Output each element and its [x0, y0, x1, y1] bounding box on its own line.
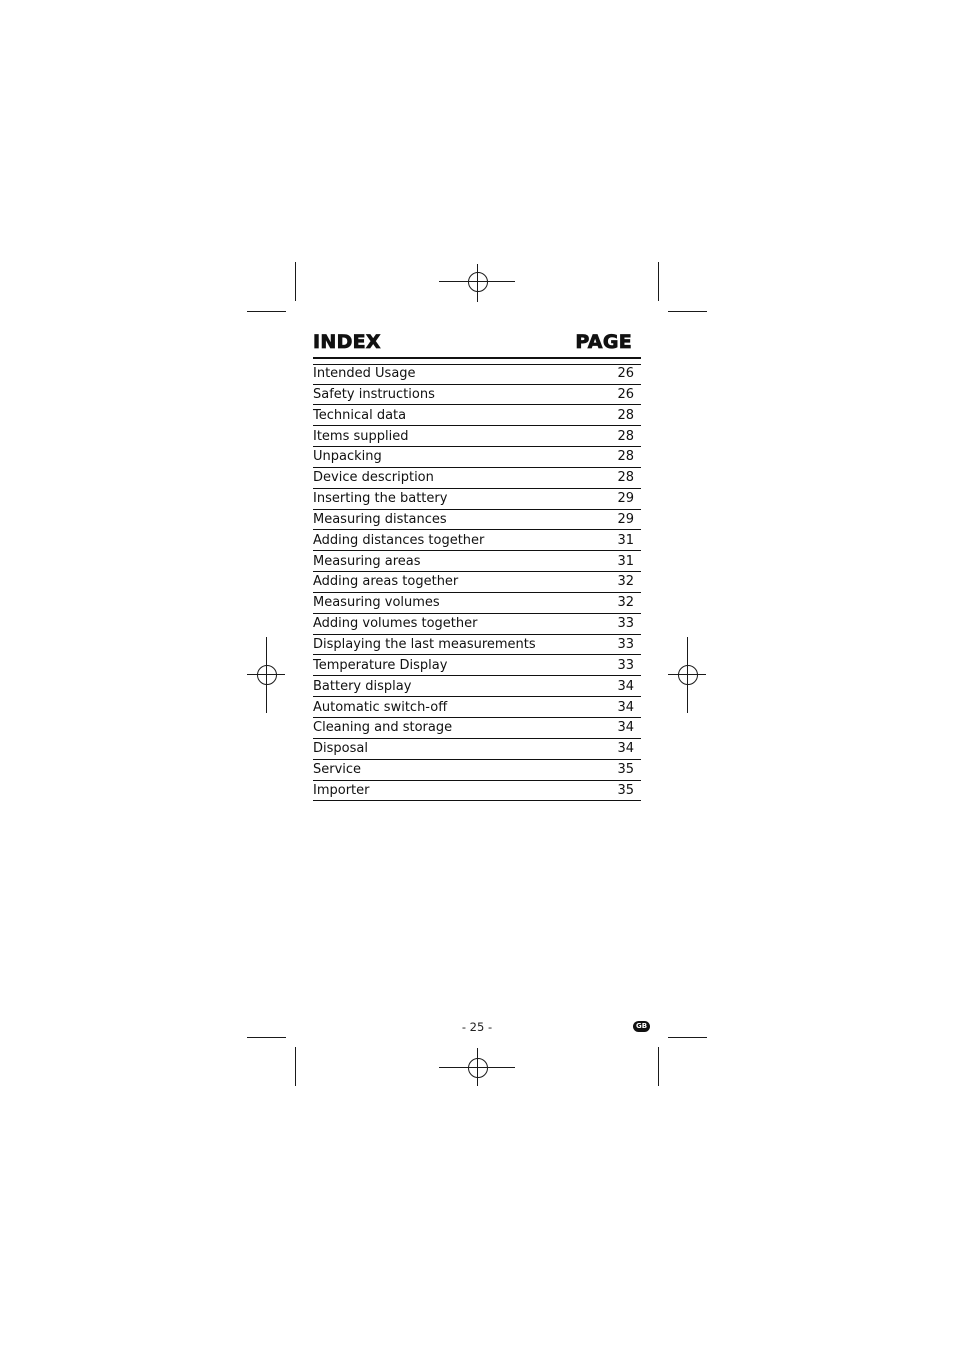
- toc-entry: [313, 699, 641, 719]
- toc-entry-page: 32: [617, 595, 634, 611]
- toc-entry-title: Service: [313, 762, 362, 778]
- toc-entry-page: 33: [617, 657, 634, 673]
- toc-entry-title: Disposal: [313, 741, 368, 757]
- crop-mark-bottom-right-vertical: [658, 1047, 659, 1086]
- toc-entry: [313, 657, 641, 677]
- toc-entry-page: 29: [617, 511, 634, 527]
- toc-entry-page: 34: [617, 699, 634, 715]
- toc-entry-page: 35: [617, 762, 634, 778]
- toc-entry-page: 33: [617, 636, 634, 652]
- crop-mark-top-left-vertical: [295, 262, 296, 301]
- toc-entry-page: 34: [617, 678, 634, 694]
- toc-entry: [313, 636, 641, 656]
- page-number: - 25 -: [461, 1020, 493, 1034]
- toc-entry-title: Adding distances together: [313, 532, 485, 548]
- toc-entry-title: Adding volumes together: [313, 616, 478, 632]
- toc-entry: [313, 553, 641, 573]
- toc-entry-title: Intended Usage: [313, 366, 416, 381]
- toc-entry-title: Adding areas together: [313, 574, 459, 590]
- toc-entry: [313, 448, 641, 468]
- toc-entry-title: Measuring distances: [313, 511, 447, 527]
- language-badge: GB: [633, 1021, 650, 1032]
- toc-entry: [313, 615, 641, 635]
- toc-entry-page: 31: [617, 553, 634, 569]
- toc-entry-title: Automatic switch-off: [313, 699, 448, 715]
- crop-mark-top-right-vertical: [658, 262, 659, 301]
- toc-entry-page: 28: [617, 449, 634, 465]
- crop-mark-bottom-left-vertical: [295, 1047, 296, 1086]
- toc-entry-page: 29: [617, 491, 634, 507]
- toc-entry-title: Cleaning and storage: [313, 720, 453, 736]
- toc-entry: [313, 782, 641, 802]
- crop-mark-bottom-left-horizontal: [247, 1037, 286, 1038]
- toc-entry-page: 32: [617, 574, 634, 590]
- toc-entry: [313, 678, 641, 698]
- toc-entry: [313, 511, 641, 531]
- page-heading: PAGE: [575, 331, 632, 353]
- toc-entry: [313, 490, 641, 510]
- toc-entry-page: 28: [617, 407, 634, 423]
- crop-mark-top-right-horizontal: [668, 311, 707, 312]
- toc-entry-title: Unpacking: [313, 449, 382, 465]
- crop-mark-bottom-right-horizontal: [668, 1037, 707, 1038]
- toc-entry-page: 35: [617, 782, 634, 798]
- toc-entry: [313, 761, 641, 781]
- toc-entry-title: Battery display: [313, 678, 412, 694]
- toc-list: [313, 364, 641, 803]
- index-heading: INDEX: [313, 331, 381, 353]
- toc-entry: [313, 594, 641, 614]
- toc-entry-title: Measuring areas: [313, 553, 421, 569]
- toc-entry-title: Importer: [313, 782, 370, 798]
- toc-entry-title: Device description: [313, 470, 434, 486]
- toc-entry-title: Temperature Display: [313, 657, 448, 673]
- toc-entry: [313, 719, 641, 739]
- toc-entry: [313, 573, 641, 593]
- toc-entry-page: 26: [617, 366, 634, 381]
- toc-entry-title: Displaying the last measurements: [313, 636, 536, 652]
- toc-entry: [313, 428, 641, 448]
- toc-entry-page: 31: [617, 532, 634, 548]
- toc-entry-page: 26: [617, 386, 634, 402]
- toc-entry-title: Items supplied: [313, 428, 409, 444]
- toc-entry-page: 33: [617, 616, 634, 632]
- toc-entry-title: Technical data: [313, 407, 407, 423]
- toc-entry: [313, 532, 641, 552]
- toc-entry: [313, 407, 641, 427]
- toc-entry-page: 34: [617, 741, 634, 757]
- toc-entry-title: Inserting the battery: [313, 491, 448, 507]
- toc-entry-page: 34: [617, 720, 634, 736]
- toc-entry-title: Safety instructions: [313, 386, 435, 402]
- toc-entry-page: 28: [617, 428, 634, 444]
- toc-entry: [313, 386, 641, 406]
- toc-entry-title: Measuring volumes: [313, 595, 440, 611]
- toc-entry: [313, 469, 641, 489]
- toc-entry: [313, 364, 641, 385]
- toc-entry: [313, 740, 641, 760]
- toc-entry-page: 28: [617, 470, 634, 486]
- crop-mark-top-left-horizontal: [247, 311, 286, 312]
- toc-header: [313, 333, 641, 359]
